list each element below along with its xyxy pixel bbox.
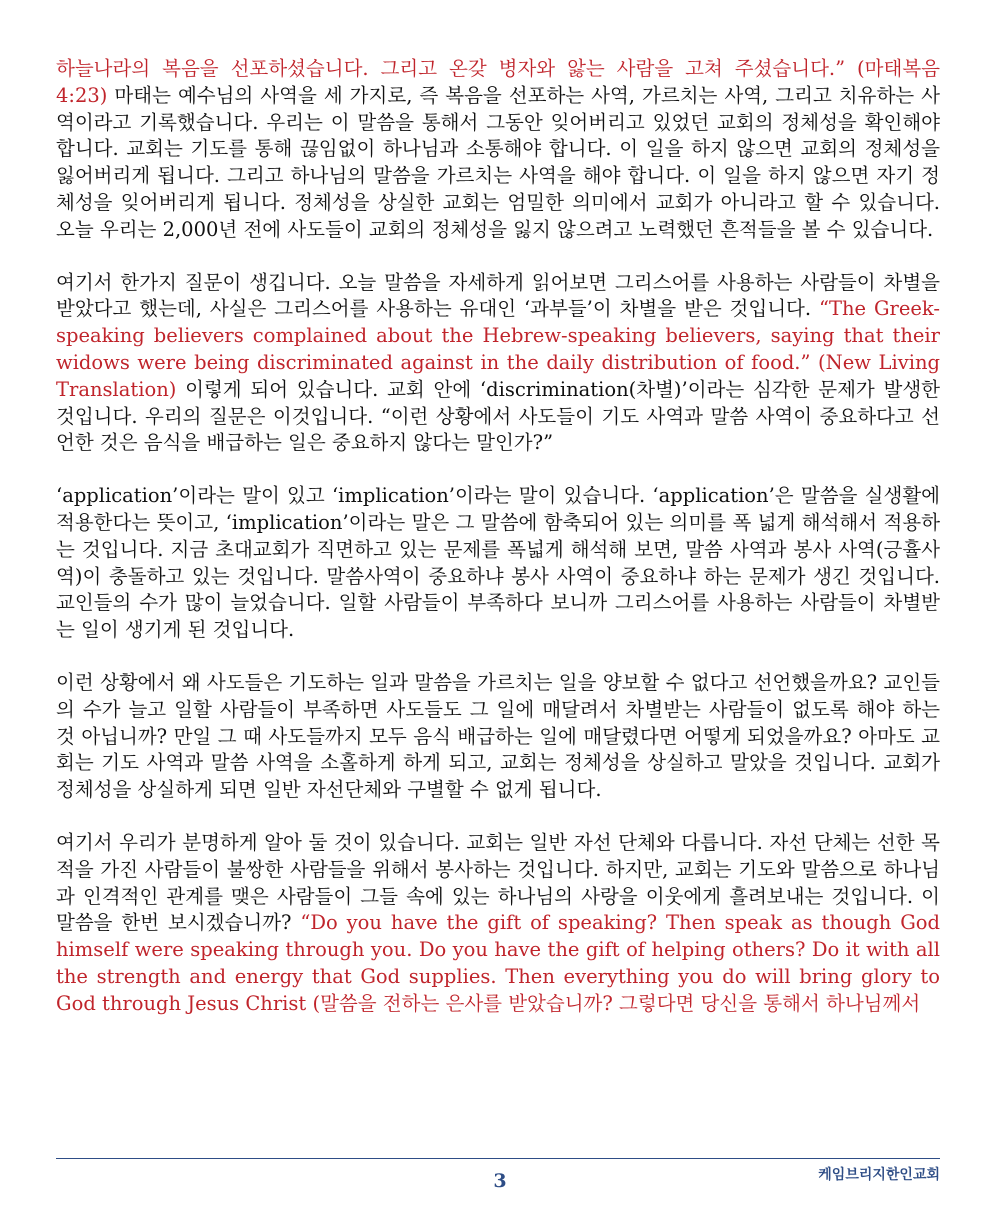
church-name: 케임브리지한인교회 [818, 1167, 940, 1183]
paragraph-5 [56, 830, 940, 1018]
text-run: 하늘나라의 복음을 선포하셨습니다. 그리고 온갖 병자와 앓는 사람을 고쳐 주셨습니다.” (마태복음 4:23) [56, 57, 940, 107]
footer-divider [56, 1158, 940, 1159]
text-run: 마태는 예수님의 사역을 세 가지로, 즉 복음을 선포하는 사역, 가르치는 사역, 그리고 치유하는 사역이라고 기록했습니다. 우리는 이 말씀을 통해서 그동안 잊어버리고 있었던 교회의 정체성을 확인해야 합니다. 교회는 기도를 통해 끊임없이 하나님과 소통해야 합니다. 이 일을 하지 않으면 교회의 정체성을 잃어버리게 됩니다. 그리고 하나님의 말씀을 가르치는 사역을 해야 합니다. 이 일을 하지 않으면 자기 정체성을 잊어버리게 됩니다. 정체성을 상실한 교회는 엄밀한 의미에서 교회가 아니라고 할 수 있습니다. 오늘 우리는 2,000년 전에 사도들이 교회의 정체성을 잃지 않으려고 노력했던 흔적들을 볼 수 있습니다. [56, 83, 940, 241]
paragraph-3 [56, 483, 940, 644]
quote-run: “Do you have the gift of speaking? Then speak as though God himself were speaking through you. Do you have the gift of helping others? Do it with all the strength and energy that God supplies. Then everything you do will bring glory to God through Jesus Christ (말씀을 전하는 은사를 받았습니까? 그렇다면 당신을 통해서 하나님께서 [56, 911, 940, 1015]
paragraph-1 [56, 56, 940, 244]
page-body [56, 56, 940, 1044]
text-run: 여기서 우리가 분명하게 알아 둘 것이 있습니다. 교회는 일반 자선 단체와 다릅니다. 자선 단체는 선한 목적을 가진 사람들이 불쌍한 사람들을 위해서 봉사하는 것입니다. 하지만, 교회는 기도와 말씀으로 하나님과 인격적인 관계를 맺은 사람들이 그들 속에 있는 하나님의 사랑을 이웃에게 흘려보내는 것입니다. 이 말씀을 한번 보시겠습니까? [56, 830, 940, 935]
text-run: 여기서 한가지 질문이 생깁니다. 오늘 말씀을 자세하게 읽어보면 그리스어를 사용하는 사람들이 차별을 받았다고 했는데, 사실은 그리스어를 사용하는 유대인 ‘과부들’이 차별을 받은 것입니다. [56, 270, 940, 321]
quote-run: “The Greek-speaking believers complained about the Hebrew-speaking believers, saying that their widows were being discriminated against in the daily distribution of food.” (New Living Translation) [56, 297, 940, 401]
paragraph-4 [56, 670, 940, 804]
text-run: ‘application’이라는 말이 있고 ‘implication’이라는 말이 있습니다. ‘application’은 말씀을 실생활에 적용한다는 뜻이고, ‘implication’이라는 말은 그 말씀에 함축되어 있는 의미를 폭 넓게 해석해서 적용하는 것입니다. 지금 초대교회가 직면하고 있는 문제를 폭넓게 해석해 보면, 말씀 사역과 봉사 사역(긍휼사역)이 충돌하고 있는 것입니다. 말씀사역이 중요하냐 봉사 사역이 중요하냐 하는 문제가 생긴 것입니다. 교인들의 수가 많이 늘었습니다. 일할 사람들이 부족하다 보니까 그리스어를 사용하는 사람들이 차별받는 일이 생기게 된 것입니다. [56, 484, 940, 642]
text-run: 이런 상황에서 왜 사도들은 기도하는 일과 말씀을 가르치는 일을 양보할 수 없다고 선언했을까요? 교인들의 수가 늘고 일할 사람들이 부족하면 사도들도 그 일에 매달려서 차별받는 사람들이 없도록 해야 하는 것 아닙니까? 만일 그 때 사도들까지 모두 음식 배급하는 일에 매달렸다면 어떻게 되었을까요? 아마도 교회는 기도 사역과 말씀 사역을 소홀하게 하게 되고, 교회는 정체성을 상실하고 말았을 것입니다. 교회가 정체성을 상실하게 되면 일반 자선단체와 구별할 수 없게 됩니다. [56, 670, 940, 802]
page-number: 3 [493, 1170, 507, 1192]
paragraph-2 [56, 270, 940, 458]
text-run: 이렇게 되어 있습니다. 교회 안에 ‘discrimination(차별)’이라는 심각한 문제가 발생한 것입니다. 우리의 질문은 이것입니다. “이런 상황에서 사도들이 기도 사역과 말씀 사역이 중요하다고 선언한 것은 음식을 배급하는 일은 중요하지 않다는 말인가?” [56, 377, 940, 455]
